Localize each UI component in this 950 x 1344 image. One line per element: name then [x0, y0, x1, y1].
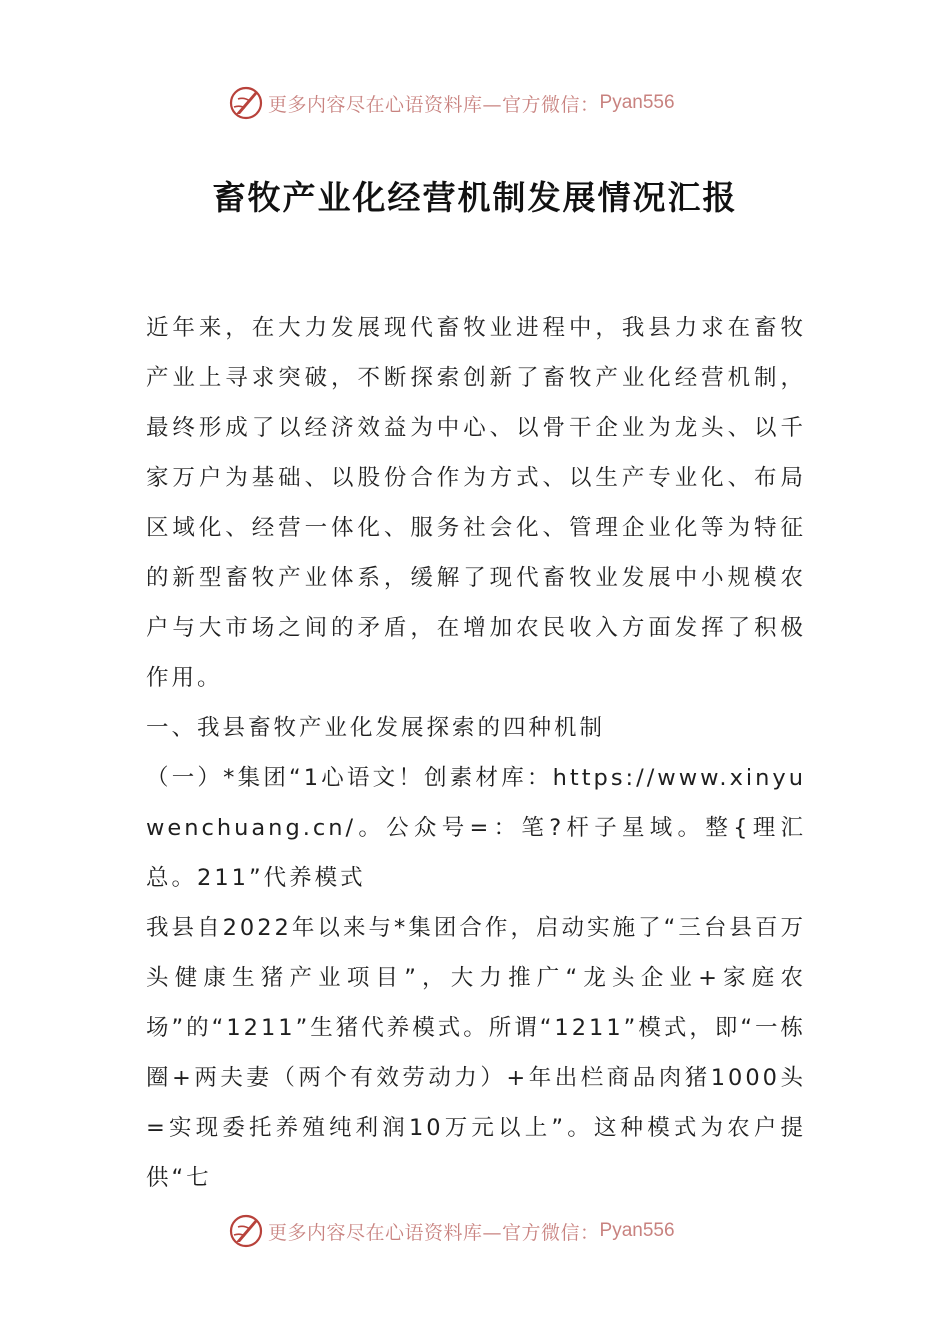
header-watermark — [228, 83, 675, 123]
watermark-handle: Pyan556 — [599, 1220, 675, 1241]
intro-paragraph: 近年来，在大力发展现代畜牧业进程中，我县力求在畜牧产业上寻求突破，不断探索创新了畜牧产业化经营机制，最终形成了以经济效益为中心、以骨干企业为龙头、以千家万户为基础、以股份合作为方式、以生产专业化、布局区域化、经营一体化、服务社会化、管理企业化等为特征的新型畜牧产业体系，缓解了现代畜牧业发展中小规模农户与大市场之间的矛盾，在增加农民收入方面发挥了积极作用。 — [146, 315, 806, 691]
document-title: 畜牧产业化经营机制发展情况汇报 — [212, 178, 738, 217]
subsection-heading: （一）*集团“1心语文！创素材库：https://www.xinyuwenchuang.cn/。公众号=：笔?杆子星域。整{理汇总。211”代养模式 — [146, 765, 806, 891]
watermark-handle: Pyan556 — [599, 92, 675, 113]
footer-watermark — [228, 1211, 675, 1251]
quill-logo-icon — [228, 85, 264, 121]
watermark-text: 更多内容尽在心语资料库—官方微信： — [268, 1221, 600, 1244]
quill-logo-icon — [228, 1213, 264, 1249]
section-heading: 一、我县畜牧产业化发展探索的四种机制 — [146, 715, 606, 741]
document-body — [146, 303, 806, 1203]
watermark-text: 更多内容尽在心语资料库—官方微信： — [268, 93, 600, 116]
body-paragraph: 我县自2022年以来与*集团合作，启动实施了“三台县百万头健康生猪产业项目”，大力推广“龙头企业+家庭农场”的“1211”生猪代养模式。所谓“1211”模式，即“一栋圈+两夫妻（两个有效劳动力）+年出栏商品肉猪1000头=实现委托养殖纯利润10万元以上”。这种模式为农户提供“七 — [146, 915, 806, 1191]
